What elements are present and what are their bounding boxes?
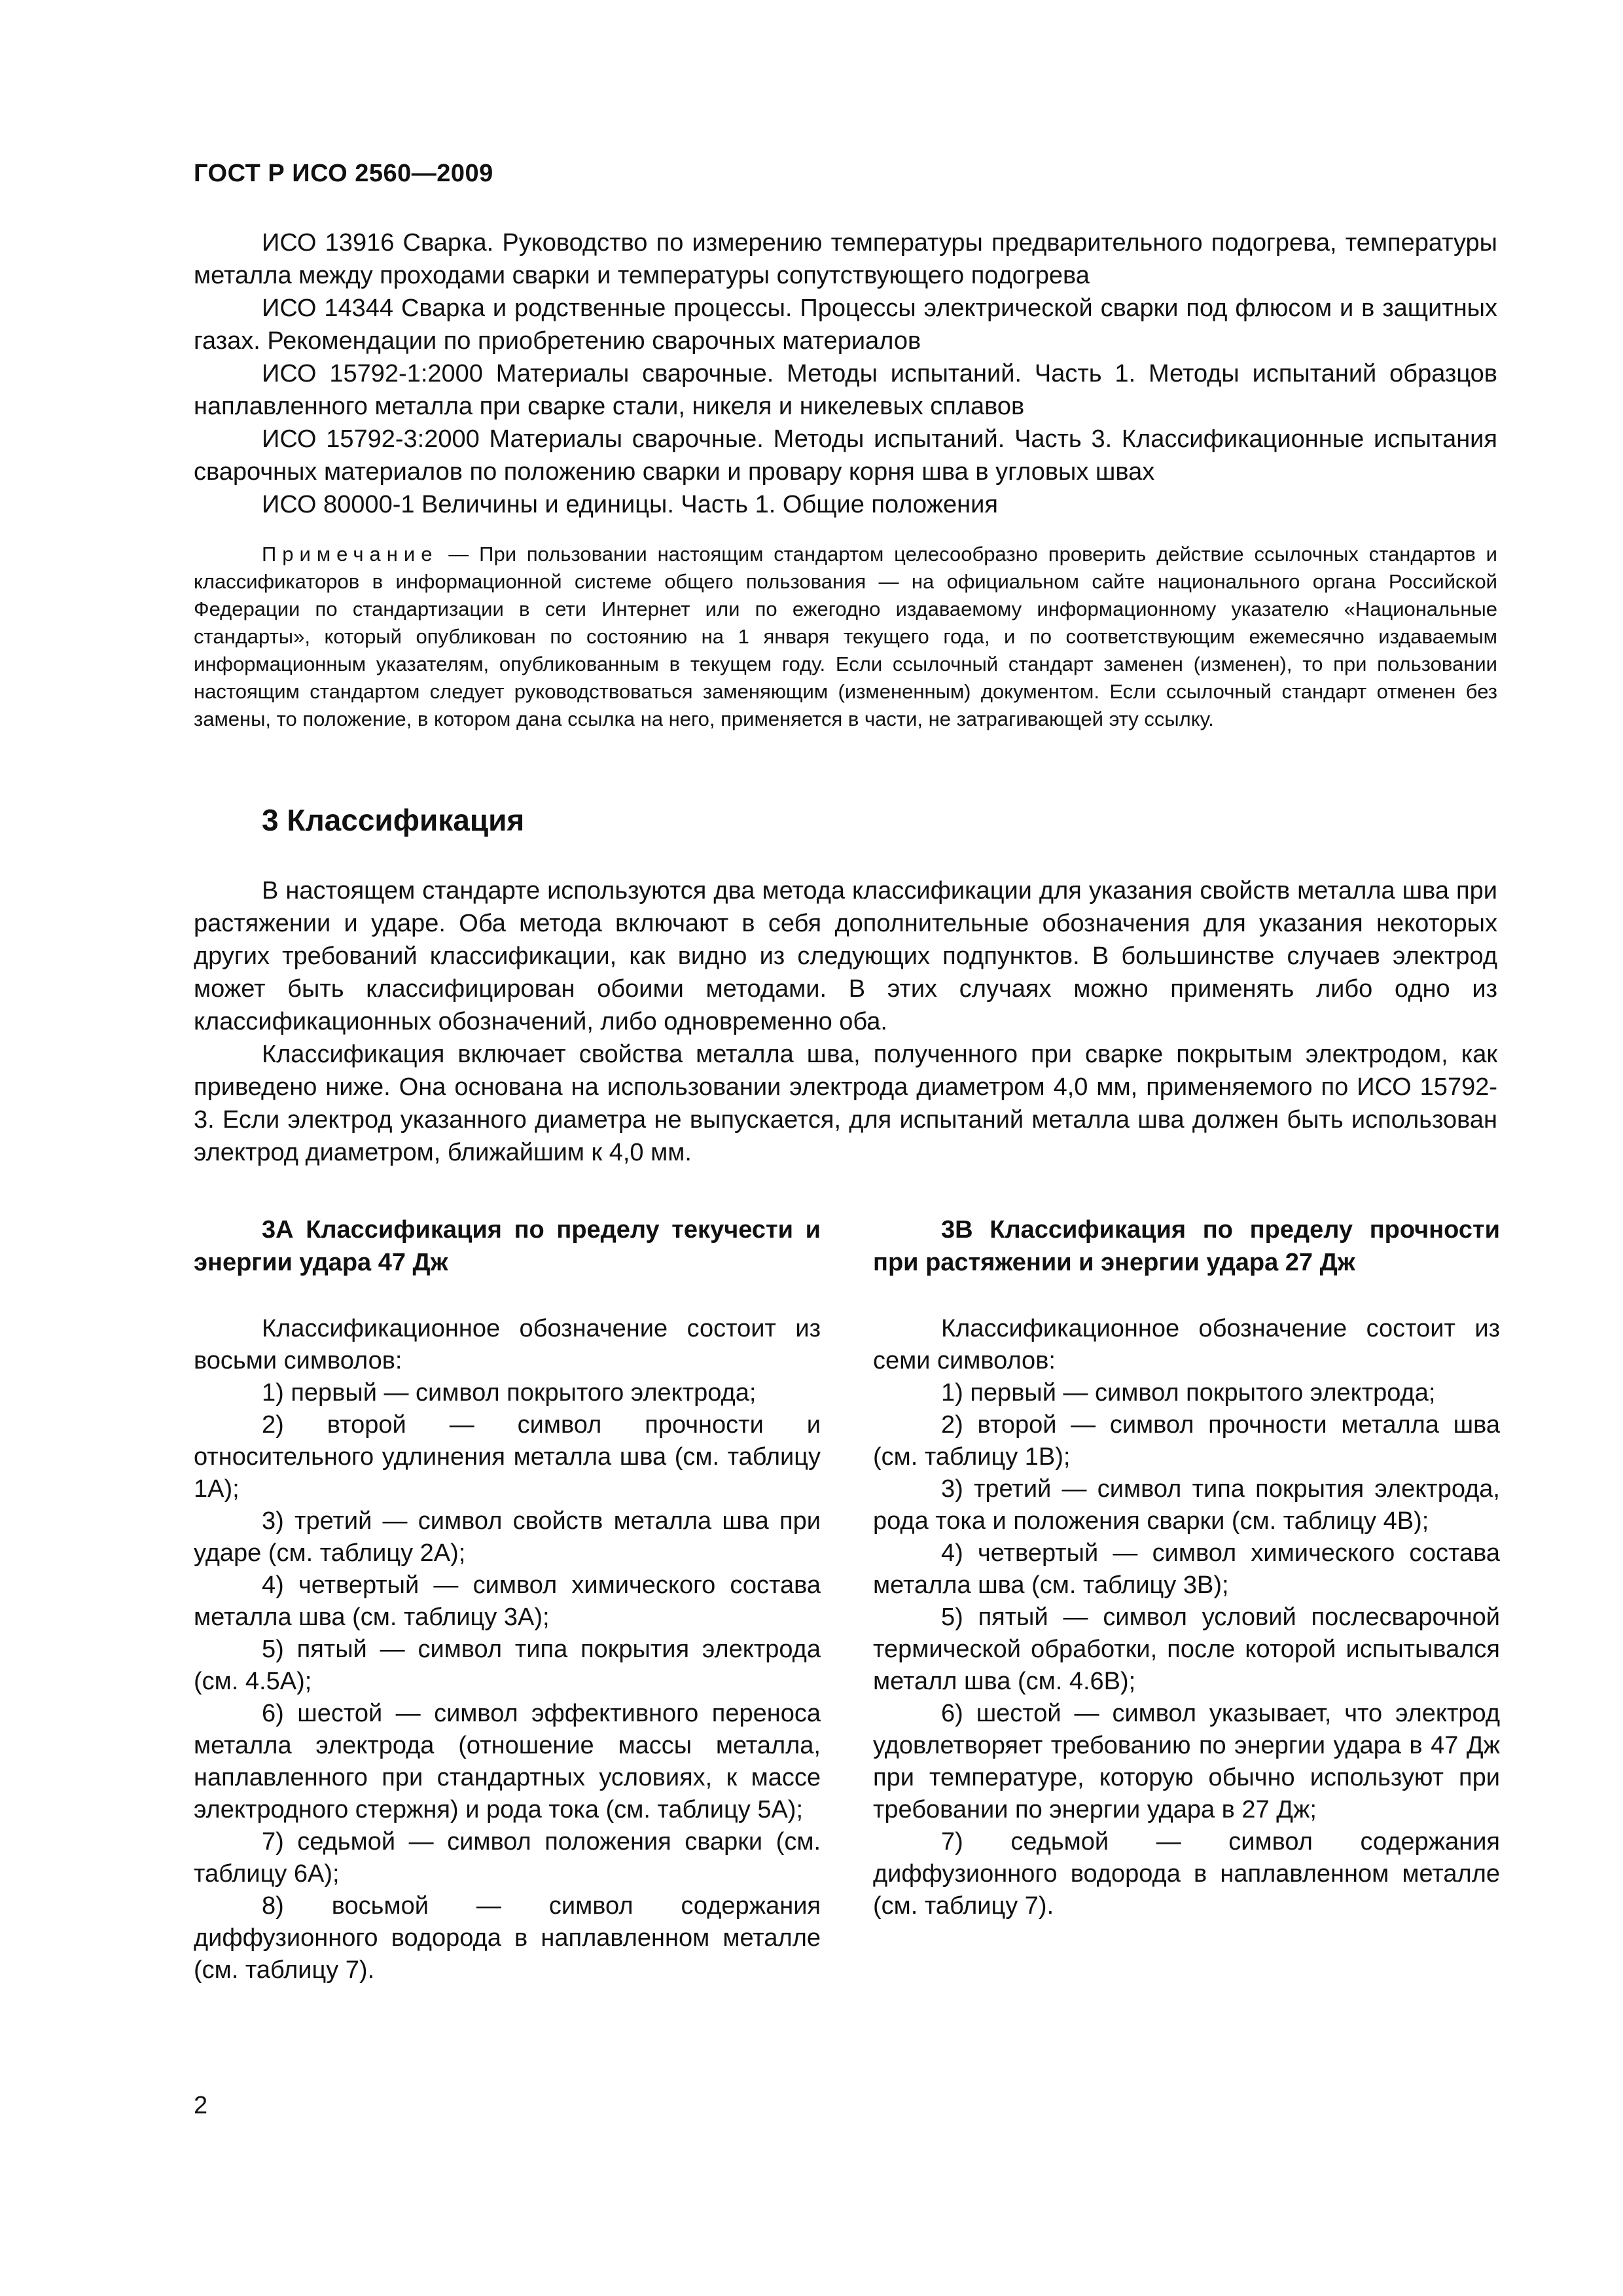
list-item: 3) третий — символ типа покрытия электрода, рода тока и положения сварки (см. таблицу 4В); bbox=[873, 1475, 1500, 1535]
list-item: 5) пятый — символ типа покрытия электрода (см. 4.5А); bbox=[194, 1636, 821, 1695]
note-paragraph bbox=[194, 541, 1497, 733]
reference-item: ИСО 15792-3:2000 Материалы сварочные. Методы испытаний. Часть 3. Классификационные испытания сварочных материалов по положению сварки и провару корня шва в угловых швах bbox=[194, 425, 1497, 486]
section-paragraph: Классификация включает свойства металла шва, полученного при сварке покрытым электродом, как приведено ниже. Она основана на использовании электрода диаметром 4,0 мм, применяемого по ИСО 15792-3. Если электрод указанного диаметра не выпускается, для испытаний металла шва должен быть использован электрод диаметром, ближайшим к 4,0 мм. bbox=[194, 1041, 1497, 1166]
list-item: Классификационное обозначение состоит из семи символов: bbox=[873, 1315, 1500, 1374]
document-header-code: ГОСТ Р ИСО 2560—2009 bbox=[194, 160, 493, 187]
list-item: 7) седьмой — символ содержания диффузионного водорода в наплавленном металле (см. таблицу 7). bbox=[873, 1828, 1500, 1920]
note-lead: Примечание bbox=[262, 543, 438, 565]
list-item: 5) пятый — символ условий послесварочной термической обработки, после которой испытывался металл шва (см. 4.6В); bbox=[873, 1604, 1500, 1695]
list-item: 2) второй — символ прочности металла шва (см. таблицу 1В); bbox=[873, 1411, 1500, 1471]
list-item: Классификационное обозначение состоит из восьми символов: bbox=[194, 1315, 821, 1374]
section-title: 3 Классификация bbox=[262, 803, 525, 837]
list-item: 1) первый — символ покрытого электрода; bbox=[262, 1379, 757, 1407]
list-item: 8) восьмой — символ содержания диффузионного водорода в наплавленном металле (см. таблицу 7). bbox=[194, 1892, 821, 1984]
normative-references-list bbox=[194, 226, 1497, 521]
column-3a bbox=[194, 1213, 821, 1986]
list-item: 1) первый — символ покрытого электрода; bbox=[941, 1379, 1436, 1407]
reference-item: ИСО 15792-1:2000 Материалы сварочные. Методы испытаний. Часть 1. Методы испытаний образцов наплавленного металла при сварке стали, никеля и никелевых сплавов bbox=[194, 360, 1497, 420]
list-item: 6) шестой — символ эффективного переноса металла электрода (отношение массы металла, наплавленного при стандартных условиях, к массе электродного стержня) и рода тока (см. таблицу 5А); bbox=[194, 1700, 821, 1823]
list-item: 4) четвертый — символ химического состава металла шва (см. таблицу 3А); bbox=[194, 1571, 821, 1631]
note-text: — При пользовании настоящим стандартом целесообразно проверить действие ссылочных стандартов и классификаторов в информационной системе общего пользования — на официальном сайте национального органа Российской Федерации по стандартизации в сети Интернет или по ежегодно издаваемому информационному указателю «Национальные стандарты», который опубликован по состоянию на 1 января текущего года, и по соответствующим ежемесячно издаваемым информационным указателям, опубликованным в текущем году. Если ссылочный стандарт заменен (изменен), то при пользовании настоящим стандартом следует руководствоваться заменяющим (измененным) документом. Если ссылочный стандарт отменен без замены, то положение, в котором дана ссылка на него, применяется в части, не затрагивающей эту ссылку. bbox=[194, 543, 1497, 730]
reference-item: ИСО 80000-1 Величины и единицы. Часть 1. Общие положения bbox=[262, 491, 998, 518]
reference-item: ИСО 13916 Сварка. Руководство по измерению температуры предварительного подогрева, температуры металла между проходами сварки и температуры сопутствующего подогрева bbox=[194, 229, 1497, 289]
page-number: 2 bbox=[194, 2092, 208, 2119]
column-3b-title: 3В Классификация по пределу прочности при растяжении и энергии удара 27 Дж bbox=[873, 1216, 1500, 1276]
list-item: 3) третий — символ свойств металла шва при ударе (см. таблицу 2А); bbox=[194, 1507, 821, 1567]
section-paragraph: В настоящем стандарте используются два метода классификации для указания свойств металла шва при растяжении и ударе. Оба метода включают в себя дополнительные обозначения для указания некоторых других требований классификации, как видно из следующих подпунктов. В большинстве случаев электрод может быть классифицирован обоими методами. В этих случаях можно применять либо одно из классификационных обозначений, либо одновременно оба. bbox=[194, 877, 1497, 1035]
list-item: 4) четвертый — символ химического состава металла шва (см. таблицу 3В); bbox=[873, 1539, 1500, 1599]
list-item: 2) второй — символ прочности и относительного удлинения металла шва (см. таблицу 1А); bbox=[194, 1411, 821, 1503]
section-intro bbox=[194, 874, 1497, 1169]
list-item: 7) седьмой — символ положения сварки (см. таблицу 6А); bbox=[194, 1828, 821, 1888]
list-item: 6) шестой — символ указывает, что электрод удовлетворяет требованию по энергии удара в 47 Дж при температуре, которую обычно используют при требовании по энергии удара в 27 Дж; bbox=[873, 1700, 1500, 1823]
column-3a-title: 3А Классификация по пределу текучести и энергии удара 47 Дж bbox=[194, 1216, 821, 1276]
column-3b bbox=[873, 1213, 1500, 1922]
reference-item: ИСО 14344 Сварка и родственные процессы. Процессы электрической сварки под флюсом и в защитных газах. Рекомендации по приобретению сварочных материалов bbox=[194, 295, 1497, 355]
